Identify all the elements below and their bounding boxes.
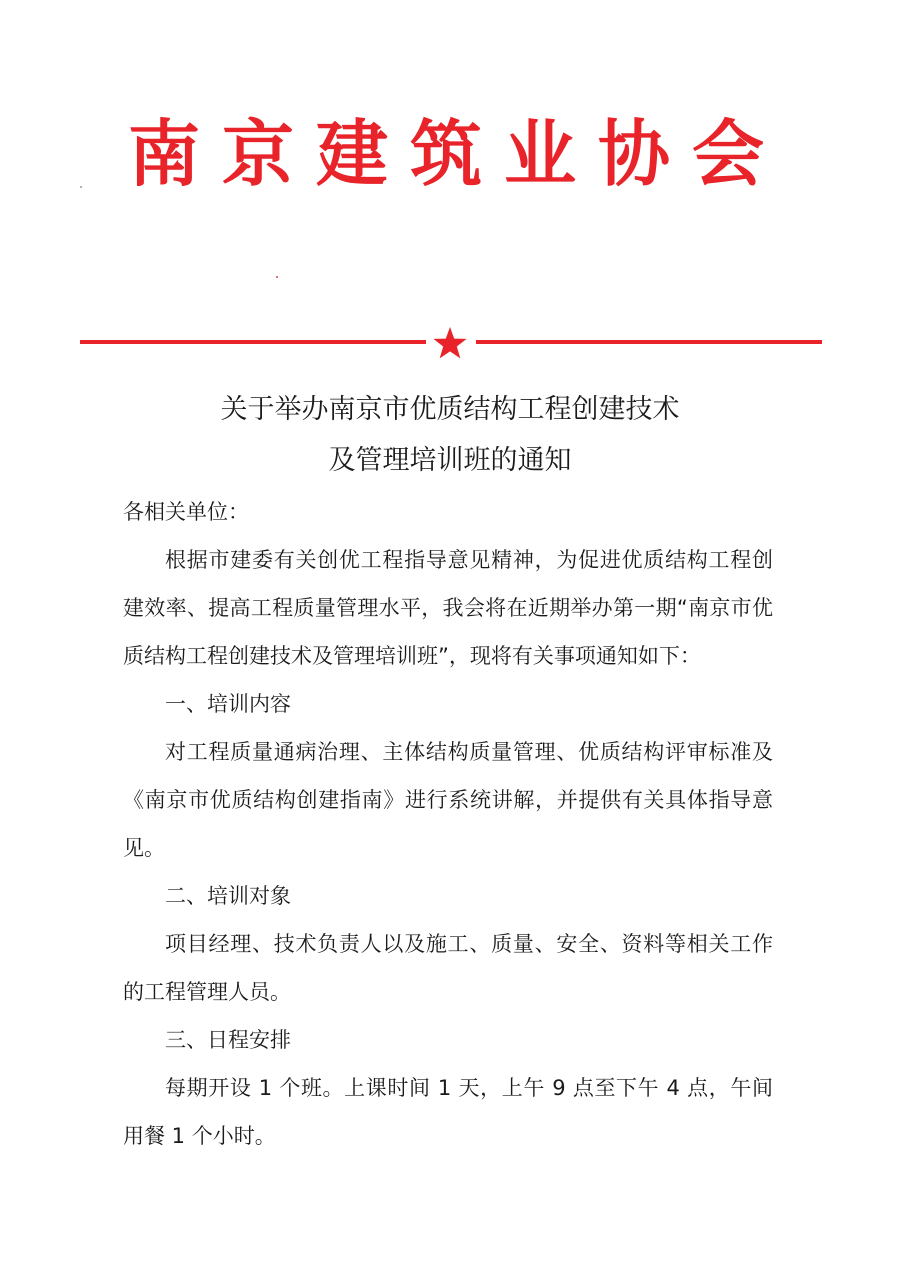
salutation: 各相关单位： [123,500,249,524]
section-body-training-audience: 项目经理、技术负责人以及施工、质量、安全、资料等相关工作的工程管理人员。 [123,932,773,1004]
scan-speck [276,276,278,278]
section-heading-training-content: 一、培训内容 [165,692,291,716]
section-body-training-content: 对工程质量通病治理、主体结构质量管理、优质结构评审标准及《南京市优质结构创建指南》进行系统讲解，并提供有关具体指导意见。 [123,740,773,860]
section-heading-training-audience: 二、培训对象 [165,884,291,908]
letterhead-rule-right [476,340,822,344]
notice-title-line-2: 及管理培训班的通知 [328,445,572,476]
intro-paragraph: 根据市建委有关创优工程指导意见精神，为促进优质结构工程创建效率、提高工程质量管理水平，我会将在近期举办第一期“南京市优质结构工程创建技术及管理培训班”，现将有关事项通知如下： [123,548,773,668]
letterhead-org-name: 南京建筑业协会 [127,111,786,196]
notice-title-line-1: 关于举办南京市优质结构工程创建技术 [220,394,680,425]
scan-speck [80,186,82,188]
section-body-schedule: 每期开设 1 个班。上课时间 1 天，上午 9 点至下午 4 点，午间用餐 1 个小时。 [123,1076,773,1148]
star-icon [432,326,468,360]
section-heading-schedule: 三、日程安排 [165,1028,291,1052]
letterhead-rule-left [80,340,426,344]
